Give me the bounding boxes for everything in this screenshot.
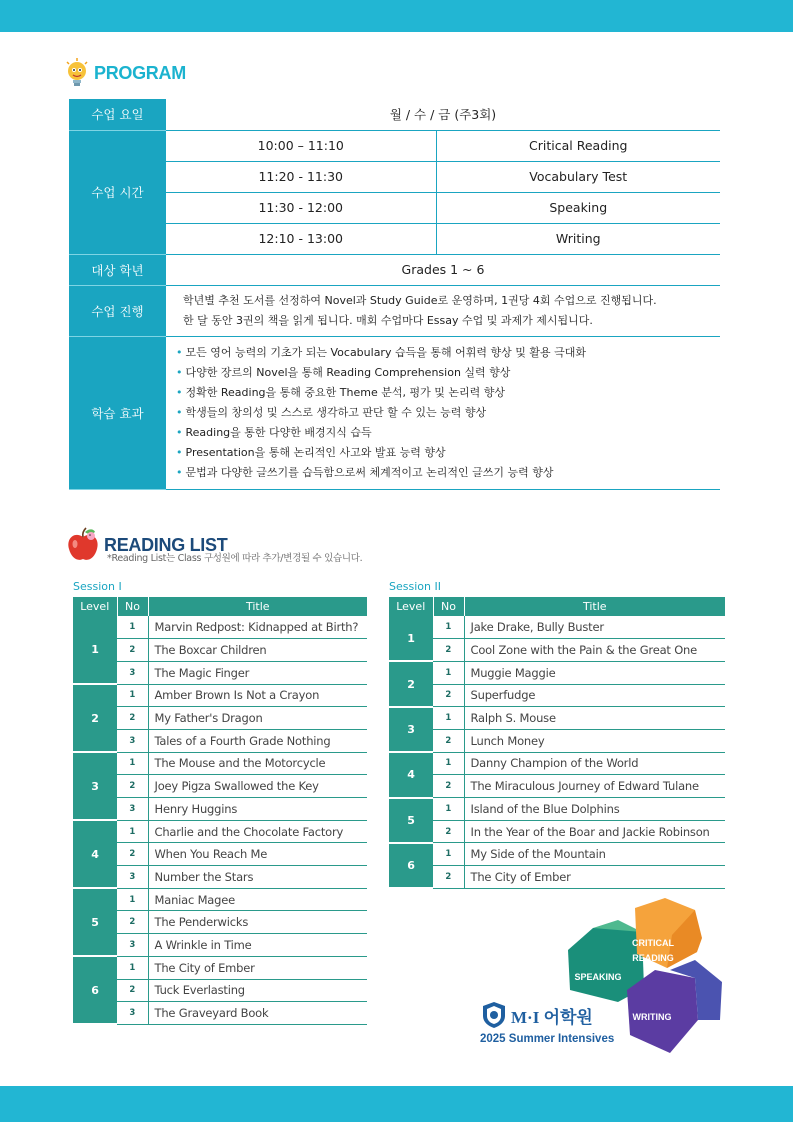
- schedule-time: 11:20 - 11:30: [166, 161, 436, 192]
- book-title: Cool Zone with the Pain & the Great One: [464, 639, 725, 662]
- book-row: [73, 888, 367, 911]
- book-row: [389, 616, 725, 639]
- session1-label: Session I: [73, 580, 122, 593]
- book-row: [73, 684, 367, 707]
- book-row: [389, 820, 725, 843]
- book-row: [73, 1002, 367, 1025]
- book-number: 2: [117, 843, 148, 866]
- book-row: [389, 707, 725, 730]
- book-row: [389, 752, 725, 775]
- progress-row: [69, 285, 720, 336]
- critical-text: CRITICAL: [632, 938, 674, 948]
- book-number: 3: [117, 866, 148, 889]
- book-row: [73, 979, 367, 1002]
- book-number: 2: [433, 684, 464, 707]
- book-number: 1: [117, 956, 148, 979]
- shield-emblem-icon: [481, 1001, 507, 1029]
- book-row: [73, 866, 367, 889]
- level-cell: 1: [389, 616, 433, 661]
- book-number: 2: [433, 639, 464, 662]
- schedule-activity: Critical Reading: [436, 130, 720, 161]
- book-title: When You Reach Me: [148, 843, 367, 866]
- book-title: Superfudge: [464, 684, 725, 707]
- effect-item: • Reading을 통한 다양한 배경지식 습득: [176, 423, 720, 443]
- book-title: Island of the Blue Dolphins: [464, 798, 725, 821]
- book-title: My Side of the Mountain: [464, 843, 725, 866]
- effect-item: • 정확한 Reading을 통해 중요한 Theme 분석, 평가 및 논리력 향상: [176, 383, 720, 403]
- book-row: [73, 843, 367, 866]
- book-number: 2: [117, 979, 148, 1002]
- book-title: The Boxcar Children: [148, 639, 367, 662]
- book-row: [73, 661, 367, 684]
- schedule-time: 10:00 – 11:10: [166, 130, 436, 161]
- progress-line: 한 달 동안 3권의 책을 읽게 됩니다. 매회 수업마다 Essay 수업 및 과제가 제시됩니다.: [183, 313, 593, 327]
- grade-label: 대상 학년: [69, 254, 166, 285]
- book-row: [73, 616, 367, 639]
- book-row: [73, 639, 367, 662]
- book-row: [73, 707, 367, 730]
- book-title: A Wrinkle in Time: [148, 934, 367, 957]
- book-title: The City of Ember: [148, 956, 367, 979]
- day-value: 월 / 수 / 금 (주3회): [166, 99, 720, 130]
- book-title: Marvin Redpost: Kidnapped at Birth?: [148, 616, 367, 639]
- effects-list: [166, 336, 720, 489]
- book-number: 1: [117, 820, 148, 843]
- book-number: 3: [117, 1002, 148, 1025]
- program-title: PROGRAM: [94, 62, 186, 83]
- book-row: [73, 729, 367, 752]
- book-number: 1: [117, 684, 148, 707]
- book-title: Ralph S. Mouse: [464, 707, 725, 730]
- schedule-row: [69, 192, 720, 223]
- reading-list-note: *Reading List는 Class 구성원에 따라 추가/변경될 수 있습니다.: [107, 553, 363, 564]
- day-label: 수업 요일: [69, 99, 166, 130]
- level-cell: 2: [73, 684, 117, 752]
- book-row: [389, 684, 725, 707]
- critical-reading-label: [628, 936, 678, 966]
- book-title: The Mouse and the Motorcycle: [148, 752, 367, 775]
- book-title: Lunch Money: [464, 729, 725, 752]
- program-heading: [64, 58, 186, 88]
- book-row: [389, 843, 725, 866]
- writing-label: WRITING: [632, 1012, 672, 1022]
- progress-label: 수업 진행: [69, 285, 166, 336]
- schedule-time: 11:30 - 12:00: [166, 192, 436, 223]
- book-number: 3: [117, 729, 148, 752]
- apple-icon: [66, 527, 100, 563]
- schedule-time: 12:10 - 13:00: [166, 223, 436, 254]
- speaking-label: SPEAKING: [574, 972, 622, 982]
- book-number: 3: [117, 934, 148, 957]
- level-cell: 1: [73, 616, 117, 684]
- book-title: Henry Huggins: [148, 798, 367, 821]
- book-number: 1: [433, 752, 464, 775]
- effect-item: • 학생들의 창의성 및 스스로 생각하고 판단 할 수 있는 능력 향상: [176, 403, 720, 423]
- book-number: 1: [117, 616, 148, 639]
- time-label: 수업 시간: [69, 130, 166, 254]
- effect-item: • Presentation을 통해 논리적인 사고와 발표 능력 향상: [176, 443, 720, 463]
- grade-row: [69, 254, 720, 285]
- schedule-row: [69, 223, 720, 254]
- book-title: Charlie and the Chocolate Factory: [148, 820, 367, 843]
- brand-logo: [481, 1001, 593, 1029]
- top-band: [0, 0, 793, 32]
- book-number: 1: [117, 888, 148, 911]
- book-number: 1: [433, 707, 464, 730]
- book-number: 2: [117, 639, 148, 662]
- book-row: [73, 934, 367, 957]
- book-title: The City of Ember: [464, 866, 725, 889]
- schedule-activity: Vocabulary Test: [436, 161, 720, 192]
- reading-text: READING: [632, 953, 674, 963]
- title-header: Title: [148, 597, 367, 616]
- book-number: 2: [117, 707, 148, 730]
- book-row: [73, 820, 367, 843]
- book-title: The Graveyard Book: [148, 1002, 367, 1025]
- book-number: 2: [433, 866, 464, 889]
- book-number: 2: [433, 820, 464, 843]
- progress-line: 학년별 추천 도서를 선정하여 Novel과 Study Guide로 운영하며, 1권당 4회 수업으로 진행됩니다.: [183, 293, 657, 307]
- progress-text: [166, 285, 720, 336]
- book-row: [73, 798, 367, 821]
- level-cell: 2: [389, 661, 433, 706]
- session1-body: [73, 616, 367, 1024]
- book-title: Number the Stars: [148, 866, 367, 889]
- book-title: The Penderwicks: [148, 911, 367, 934]
- book-title: Amber Brown Is Not a Crayon: [148, 684, 367, 707]
- grade-value: Grades 1 ~ 6: [166, 254, 720, 285]
- book-row: [73, 775, 367, 798]
- book-number: 3: [117, 661, 148, 684]
- book-number: 2: [117, 911, 148, 934]
- lightbulb-icon: [64, 58, 90, 88]
- bottom-band: [0, 1086, 793, 1122]
- effect-item: • 모든 영어 능력의 기초가 되는 Vocabulary 습득을 통해 어휘력 향상 및 활용 극대화: [176, 343, 720, 363]
- effects-row: [69, 336, 720, 489]
- book-title: Muggie Maggie: [464, 661, 725, 684]
- book-title: Danny Champion of the World: [464, 752, 725, 775]
- book-number: 1: [433, 616, 464, 639]
- book-row: [389, 866, 725, 889]
- no-header: No: [433, 597, 464, 616]
- book-number: 1: [117, 752, 148, 775]
- session1-header: [73, 597, 367, 616]
- book-row: [73, 956, 367, 979]
- session1-table: [73, 597, 367, 1025]
- book-number: 1: [433, 798, 464, 821]
- schedule-activity: Speaking: [436, 192, 720, 223]
- book-row: [389, 798, 725, 821]
- effect-item: • 문법과 다양한 글쓰기를 습득함으로써 체계적이고 논리적인 글쓰기 능력 향상: [176, 463, 720, 483]
- schedule-row: [69, 161, 720, 192]
- day-row: [69, 99, 720, 130]
- effect-item: • 다양한 장르의 Novel을 통해 Reading Comprehension 실력 향상: [176, 363, 720, 383]
- reading-list-title: READING LIST: [104, 534, 228, 555]
- level-cell: 4: [389, 752, 433, 797]
- book-title: Tales of a Fourth Grade Nothing: [148, 729, 367, 752]
- book-row: [389, 729, 725, 752]
- book-title: The Magic Finger: [148, 661, 367, 684]
- book-title: My Father's Dragon: [148, 707, 367, 730]
- session2-header: [389, 597, 725, 616]
- book-number: 1: [433, 661, 464, 684]
- level-cell: 4: [73, 820, 117, 888]
- book-number: 3: [117, 798, 148, 821]
- book-title: The Miraculous Journey of Edward Tulane: [464, 775, 725, 798]
- book-number: 1: [433, 843, 464, 866]
- effect-label: 학습 효과: [69, 336, 166, 489]
- program-table: [69, 99, 720, 490]
- book-title: Tuck Everlasting: [148, 979, 367, 1002]
- schedule-row: [69, 130, 720, 161]
- level-header: Level: [389, 597, 433, 616]
- level-cell: 5: [73, 888, 117, 956]
- level-cell: 3: [73, 752, 117, 820]
- book-number: 2: [117, 775, 148, 798]
- book-number: 2: [433, 729, 464, 752]
- book-row: [73, 752, 367, 775]
- book-number: 2: [433, 775, 464, 798]
- level-cell: 6: [389, 843, 433, 888]
- brand-name: M·I 어학원: [511, 1007, 593, 1027]
- level-cell: 6: [73, 956, 117, 1024]
- level-header: Level: [73, 597, 117, 616]
- book-title: Jake Drake, Bully Buster: [464, 616, 725, 639]
- book-row: [389, 661, 725, 684]
- level-cell: 5: [389, 798, 433, 843]
- no-header: No: [117, 597, 148, 616]
- brand-tagline: 2025 Summer Intensives: [480, 1033, 615, 1045]
- title-header: Title: [464, 597, 725, 616]
- schedule-activity: Writing: [436, 223, 720, 254]
- book-title: In the Year of the Boar and Jackie Robinson: [464, 820, 725, 843]
- book-row: [73, 911, 367, 934]
- book-title: Maniac Magee: [148, 888, 367, 911]
- session2-body: [389, 616, 725, 888]
- level-cell: 3: [389, 707, 433, 752]
- book-title: Joey Pigza Swallowed the Key: [148, 775, 367, 798]
- session2-table: [389, 597, 725, 889]
- book-row: [389, 775, 725, 798]
- session2-label: Session II: [389, 580, 441, 593]
- book-row: [389, 639, 725, 662]
